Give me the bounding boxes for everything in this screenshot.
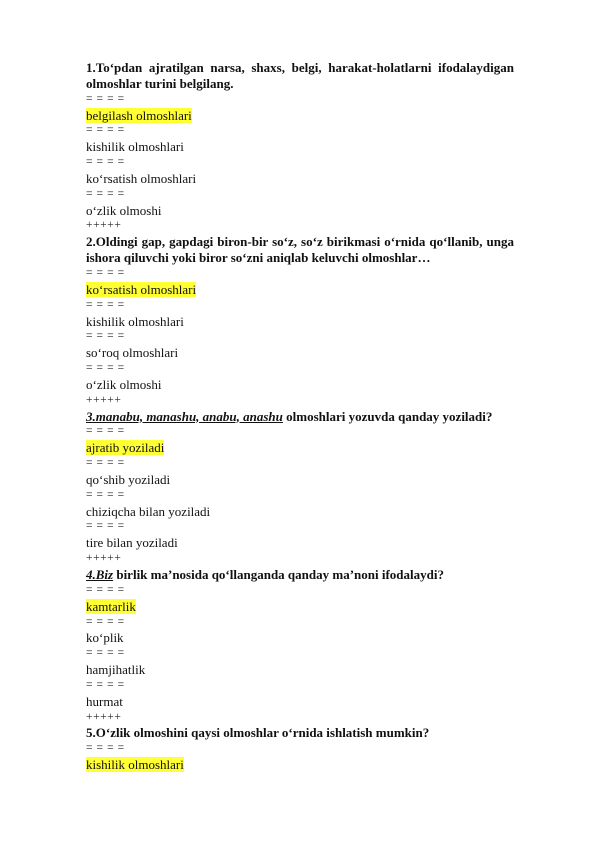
question-4 bbox=[86, 567, 514, 583]
question-1: 1.To‘pdan ajratilgan narsa, shaxs, belgi, harakat-holatlarni ifodalaydigan olmoshlar turini belgilang. bbox=[86, 60, 514, 91]
separator: = = = = bbox=[86, 187, 125, 200]
question-2: 2.Oldingi gap, gapdagi biron-bir so‘z, so‘z birikmasi o‘rnida qo‘llanib, unga ishora qiluvchi yoki biror so‘zni aniqlab keluvchi olmoshlar… bbox=[86, 234, 514, 266]
question-end-marker: +++++ bbox=[86, 393, 122, 406]
question-3-text: olmoshlari yozuvda qanday yoziladi? bbox=[282, 408, 493, 424]
answer-option: chiziqcha bilan yoziladi bbox=[86, 503, 211, 519]
separator: = = = = bbox=[86, 425, 125, 438]
separator: = = = = bbox=[86, 362, 125, 375]
answer-option: ko‘rsatish olmoshlari bbox=[86, 170, 197, 186]
answer-option: tire bilan yoziladi bbox=[86, 535, 178, 551]
separator: = = = = bbox=[86, 298, 125, 311]
answer-option: o‘zlik olmoshi bbox=[86, 202, 162, 218]
answer-option: kishilik olmoshlari bbox=[86, 313, 184, 329]
question-4-text: birlik ma’nosida qo‘llanganda qanday ma’noni ifodalaydi? bbox=[113, 567, 444, 582]
correct-answer: kamtarlik bbox=[86, 598, 136, 614]
separator: = = = = bbox=[86, 647, 125, 660]
test-document bbox=[86, 60, 514, 773]
answer-option: ko‘plik bbox=[86, 630, 124, 646]
answer-option: qo‘shib yoziladi bbox=[86, 471, 171, 487]
correct-answer: ajratib yoziladi bbox=[86, 440, 165, 456]
answer-option: so‘roq olmoshlari bbox=[86, 345, 179, 361]
separator: = = = = bbox=[86, 678, 125, 691]
separator: = = = = bbox=[86, 615, 125, 628]
separator: = = = = bbox=[86, 742, 125, 755]
separator: = = = = bbox=[86, 488, 125, 501]
separator: = = = = bbox=[86, 266, 125, 279]
correct-answer: kishilik olmoshlari bbox=[86, 757, 184, 773]
question-end-marker: +++++ bbox=[86, 710, 122, 723]
correct-answer: ko‘rsatish olmoshlari bbox=[86, 281, 197, 297]
separator: = = = = bbox=[86, 583, 125, 596]
question-end-marker: +++++ bbox=[86, 219, 122, 232]
question-5: 5.O‘zlik olmoshini qaysi olmoshlar o‘rnida ishlatish mumkin? bbox=[86, 725, 430, 741]
question-end-marker: +++++ bbox=[86, 552, 122, 565]
separator: = = = = bbox=[86, 457, 125, 470]
answer-option: o‘zlik olmoshi bbox=[86, 376, 162, 392]
separator: = = = = bbox=[86, 92, 125, 105]
correct-answer: belgilash olmoshlari bbox=[86, 107, 192, 123]
answer-option: kishilik olmoshlari bbox=[86, 139, 184, 155]
separator: = = = = bbox=[86, 124, 125, 137]
separator: = = = = bbox=[86, 156, 125, 169]
question-4-lead: 4.Biz bbox=[86, 567, 114, 582]
question-3-lead: 3.manabu, manashu, anabu, anashu bbox=[86, 408, 283, 424]
answer-option: hurmat bbox=[86, 693, 123, 709]
question-3 bbox=[86, 409, 514, 425]
answer-option: hamjihatlik bbox=[86, 662, 146, 678]
separator: = = = = bbox=[86, 520, 125, 533]
separator: = = = = bbox=[86, 330, 125, 343]
